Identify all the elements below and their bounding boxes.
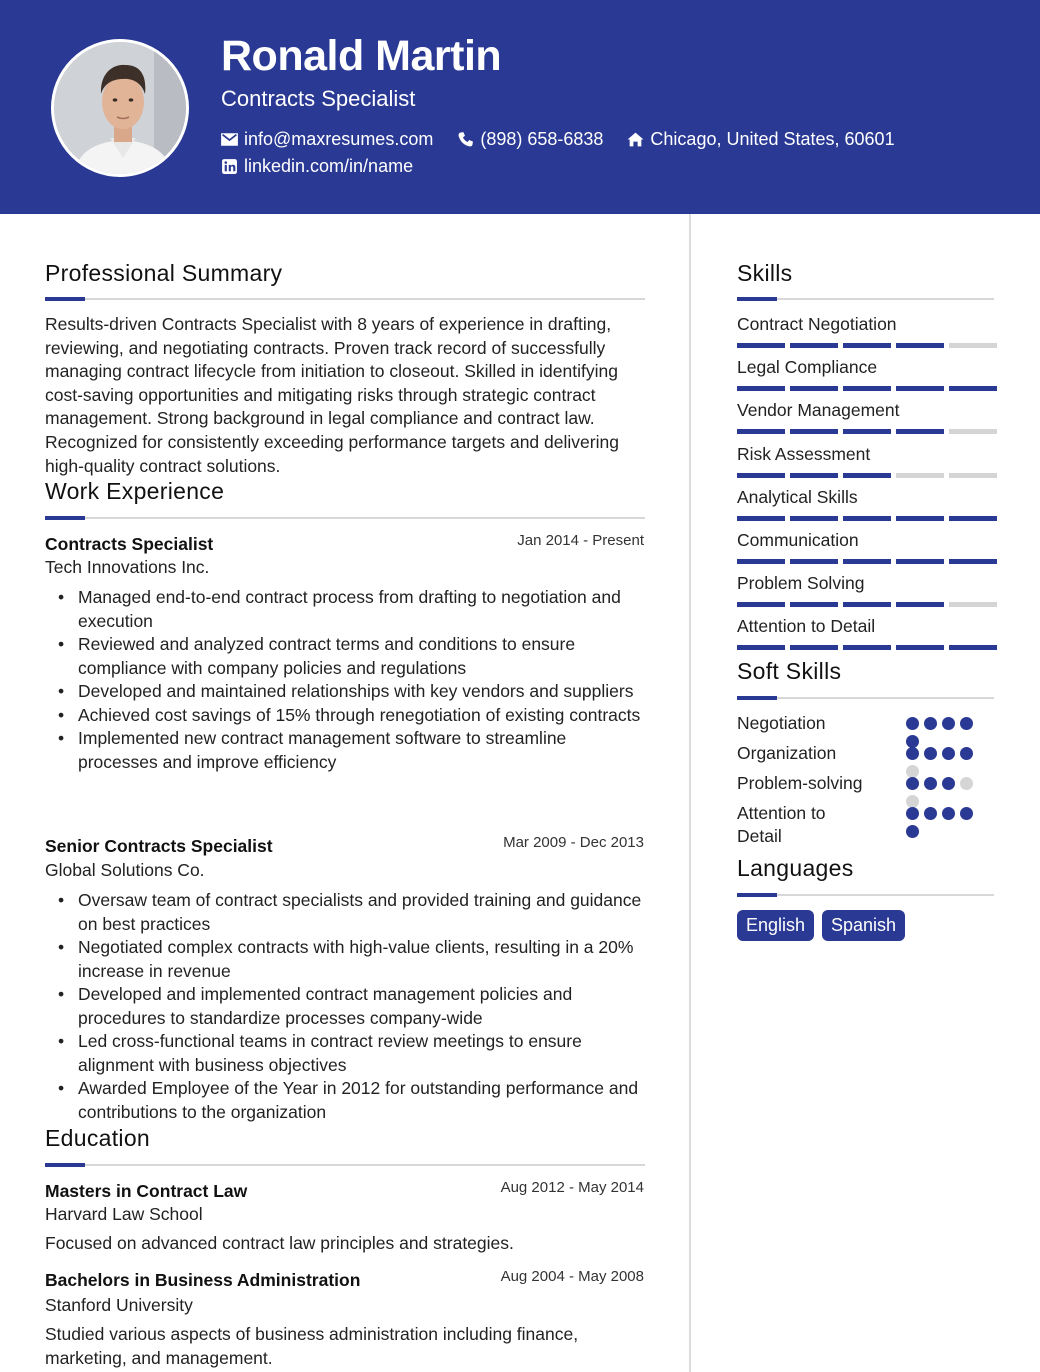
education-accent: [45, 1163, 85, 1167]
skill-level-segment: [843, 429, 891, 434]
candidate-title: Contracts Specialist: [221, 86, 416, 111]
skill-level-segment: [737, 645, 785, 650]
skill-name: Problem Solving: [737, 573, 865, 593]
phone-text: (898) 658-6838: [480, 129, 604, 149]
skill-name: Risk Assessment: [737, 444, 871, 464]
experience-heading: Work Experience: [45, 478, 225, 504]
skill-level-bar: [737, 559, 997, 564]
summary-text: Results-driven Contracts Specialist with 8 years of experience in drafting, reviewing, and negotiating contracts. Proven track record of successfully managing contract lifecycle from initiation to closeout. Skilled in identifying cost-saving opportunities and mitigating risks through strategic contract management. Strong background in legal compliance and contract law. Recognized for consistently exceeding performance targets and delivering high-quality contract solutions.: [45, 314, 619, 476]
skill-level-bar: [737, 429, 997, 434]
job-title: Senior Contracts Specialist: [45, 836, 273, 856]
skill-level-segment: [737, 602, 785, 607]
skill-level-segment: [896, 429, 944, 434]
list-item: • Awarded Employee of the Year in 2012 for outstanding performance and contributions to the organization: [78, 1077, 648, 1124]
linkedin-item[interactable]: [221, 156, 413, 177]
list-item: • Led cross-functional teams in contract review meetings to ensure alignment with business objectives: [78, 1030, 648, 1077]
rating-dot: [906, 825, 919, 838]
summary-rule: [45, 298, 645, 300]
contact-row-2: [221, 156, 413, 177]
rating-dot: [924, 717, 937, 730]
list-item: • Negotiated complex contracts with high-value clients, resulting in a 20% increase in revenue: [78, 936, 648, 983]
soft-skill-rating: [906, 747, 978, 778]
rating-dot: [924, 777, 937, 790]
location-item: [627, 129, 894, 150]
skill-level-bar: [737, 602, 997, 607]
skill-level-segment: [843, 645, 891, 650]
skill-level-segment: [843, 343, 891, 348]
skill-level-bar: [737, 473, 997, 478]
phone-icon: [457, 131, 474, 148]
soft-skills-heading: Soft Skills: [737, 658, 842, 684]
rating-dot: [942, 777, 955, 790]
rating-dot: [960, 747, 973, 760]
skill-level-segment: [896, 602, 944, 607]
soft-skill-rating: [906, 717, 978, 748]
skill-level-segment: [790, 516, 838, 521]
list-item: • Developed and maintained relationships with key vendors and suppliers: [78, 680, 648, 704]
degree-title: Bachelors in Business Administration: [45, 1270, 361, 1290]
skill-level-segment: [790, 343, 838, 348]
list-item: • Implemented new contract management software to streamline processes and improve efficiency: [78, 727, 648, 774]
linkedin-text: linkedin.com/in/name: [244, 156, 414, 176]
skill-level-segment: [896, 516, 944, 521]
languages-heading: Languages: [737, 855, 854, 881]
list-item: • Managed end-to-end contract process from drafting to negotiation and execution: [78, 586, 648, 633]
skill-level-bar: [737, 516, 997, 521]
skill-level-segment: [737, 429, 785, 434]
skill-level-segment: [737, 516, 785, 521]
rating-dot: [960, 807, 973, 820]
rating-dot: [960, 717, 973, 730]
skill-level-segment: [896, 343, 944, 348]
languages-accent: [737, 893, 777, 897]
rating-dot: [942, 807, 955, 820]
skill-level-segment: [737, 559, 785, 564]
rating-dot: [924, 747, 937, 760]
skill-level-segment: [843, 559, 891, 564]
experience-rule: [45, 517, 645, 519]
degree-description: Studied various aspects of business administration including finance, marketing, and management.: [45, 1324, 579, 1368]
list-item: • Developed and implemented contract management policies and procedures to standardize processes company-wide: [78, 983, 648, 1030]
skill-level-segment: [737, 473, 785, 478]
rating-dot: [906, 777, 919, 790]
rating-dot: [942, 717, 955, 730]
skill-level-segment: [949, 516, 997, 521]
list-item: • Achieved cost savings of 15% through renegotiation of existing contracts: [78, 704, 648, 728]
skill-level-bar: [737, 645, 997, 650]
person-photo-icon: [54, 42, 189, 177]
experience-accent: [45, 516, 85, 520]
skill-level-segment: [843, 516, 891, 521]
skill-level-segment: [790, 429, 838, 434]
location-text: Chicago, United States, 60601: [650, 129, 895, 149]
column-divider: [689, 214, 691, 1372]
summary-heading: Professional Summary: [45, 260, 283, 286]
skill-level-segment: [949, 602, 997, 607]
school-name: Harvard Law School: [45, 1204, 203, 1224]
skill-level-segment: [896, 645, 944, 650]
skill-level-segment: [790, 473, 838, 478]
skill-level-segment: [949, 386, 997, 391]
skill-level-segment: [843, 386, 891, 391]
skill-level-bar: [737, 343, 997, 348]
rating-dot: [906, 807, 919, 820]
job-company: Global Solutions Co.: [45, 860, 205, 880]
language-tag: Spanish: [822, 910, 905, 941]
rating-dot: [906, 747, 919, 760]
job-bullets: [78, 586, 648, 774]
skill-level-segment: [737, 343, 785, 348]
skill-level-segment: [896, 386, 944, 391]
soft-skill-name: Organization: [737, 743, 837, 763]
job-title: Contracts Specialist: [45, 534, 214, 554]
skill-name: Attention to Detail: [737, 616, 876, 636]
soft-skills-accent: [737, 696, 777, 700]
skill-level-segment: [896, 559, 944, 564]
soft-skill-name: Attention to Detail: [737, 803, 826, 846]
skill-name: Analytical Skills: [737, 487, 858, 507]
skill-level-segment: [949, 343, 997, 348]
phone-item[interactable]: [457, 129, 603, 150]
skill-level-segment: [949, 559, 997, 564]
skill-name: Communication: [737, 530, 859, 550]
contact-row: [221, 129, 895, 150]
skill-level-segment: [790, 645, 838, 650]
skill-level-segment: [843, 473, 891, 478]
rating-dot: [960, 777, 973, 790]
soft-skill-name: Problem-solving: [737, 773, 863, 793]
skill-level-segment: [790, 386, 838, 391]
skill-name: Legal Compliance: [737, 357, 878, 377]
education-rule: [45, 1164, 645, 1166]
skill-level-segment: [790, 602, 838, 607]
skill-level-segment: [949, 473, 997, 478]
candidate-name: Ronald Martin: [221, 32, 502, 80]
rating-dot: [906, 717, 919, 730]
skill-level-segment: [790, 559, 838, 564]
skill-level-segment: [896, 473, 944, 478]
degree-date: Aug 2012 - May 2014: [500, 1179, 644, 1196]
list-item: • Reviewed and analyzed contract terms and conditions to ensure compliance with company policies and regulations: [78, 633, 648, 680]
soft-skill-rating: [906, 777, 978, 808]
degree-date: Aug 2004 - May 2008: [500, 1268, 644, 1285]
degree-description: Focused on advanced contract law principles and strategies.: [45, 1233, 514, 1253]
list-item: • Oversaw team of contract specialists and provided training and guidance on best practices: [78, 889, 648, 936]
language-tag: English: [737, 910, 814, 941]
job-date: Mar 2009 - Dec 2013: [503, 834, 644, 851]
resume-header: [0, 0, 1040, 214]
school-name: Stanford University: [45, 1295, 193, 1315]
soft-skill-name: Negotiation: [737, 713, 826, 733]
skill-level-bar: [737, 386, 997, 391]
skill-level-segment: [737, 386, 785, 391]
home-icon: [627, 131, 644, 148]
soft-skill-rating: [906, 807, 978, 838]
skill-name: Contract Negotiation: [737, 314, 897, 334]
linkedin-icon: [221, 158, 238, 175]
skills-accent: [737, 297, 777, 301]
rating-dot: [924, 807, 937, 820]
education-heading: Education: [45, 1125, 150, 1151]
rating-dot: [942, 747, 955, 760]
job-company: Tech Innovations Inc.: [45, 557, 210, 577]
skill-level-segment: [949, 429, 997, 434]
email-item[interactable]: [221, 129, 433, 150]
job-bullets: [78, 889, 648, 1124]
skill-level-segment: [949, 645, 997, 650]
profile-photo: [51, 39, 189, 177]
skills-heading: Skills: [737, 260, 793, 286]
summary-accent: [45, 297, 85, 301]
job-date: Jan 2014 - Present: [517, 532, 644, 549]
envelope-icon: [221, 131, 238, 148]
skill-name: Vendor Management: [737, 400, 900, 420]
skill-level-segment: [843, 602, 891, 607]
email-text: info@maxresumes.com: [244, 129, 434, 149]
degree-title: Masters in Contract Law: [45, 1181, 248, 1201]
